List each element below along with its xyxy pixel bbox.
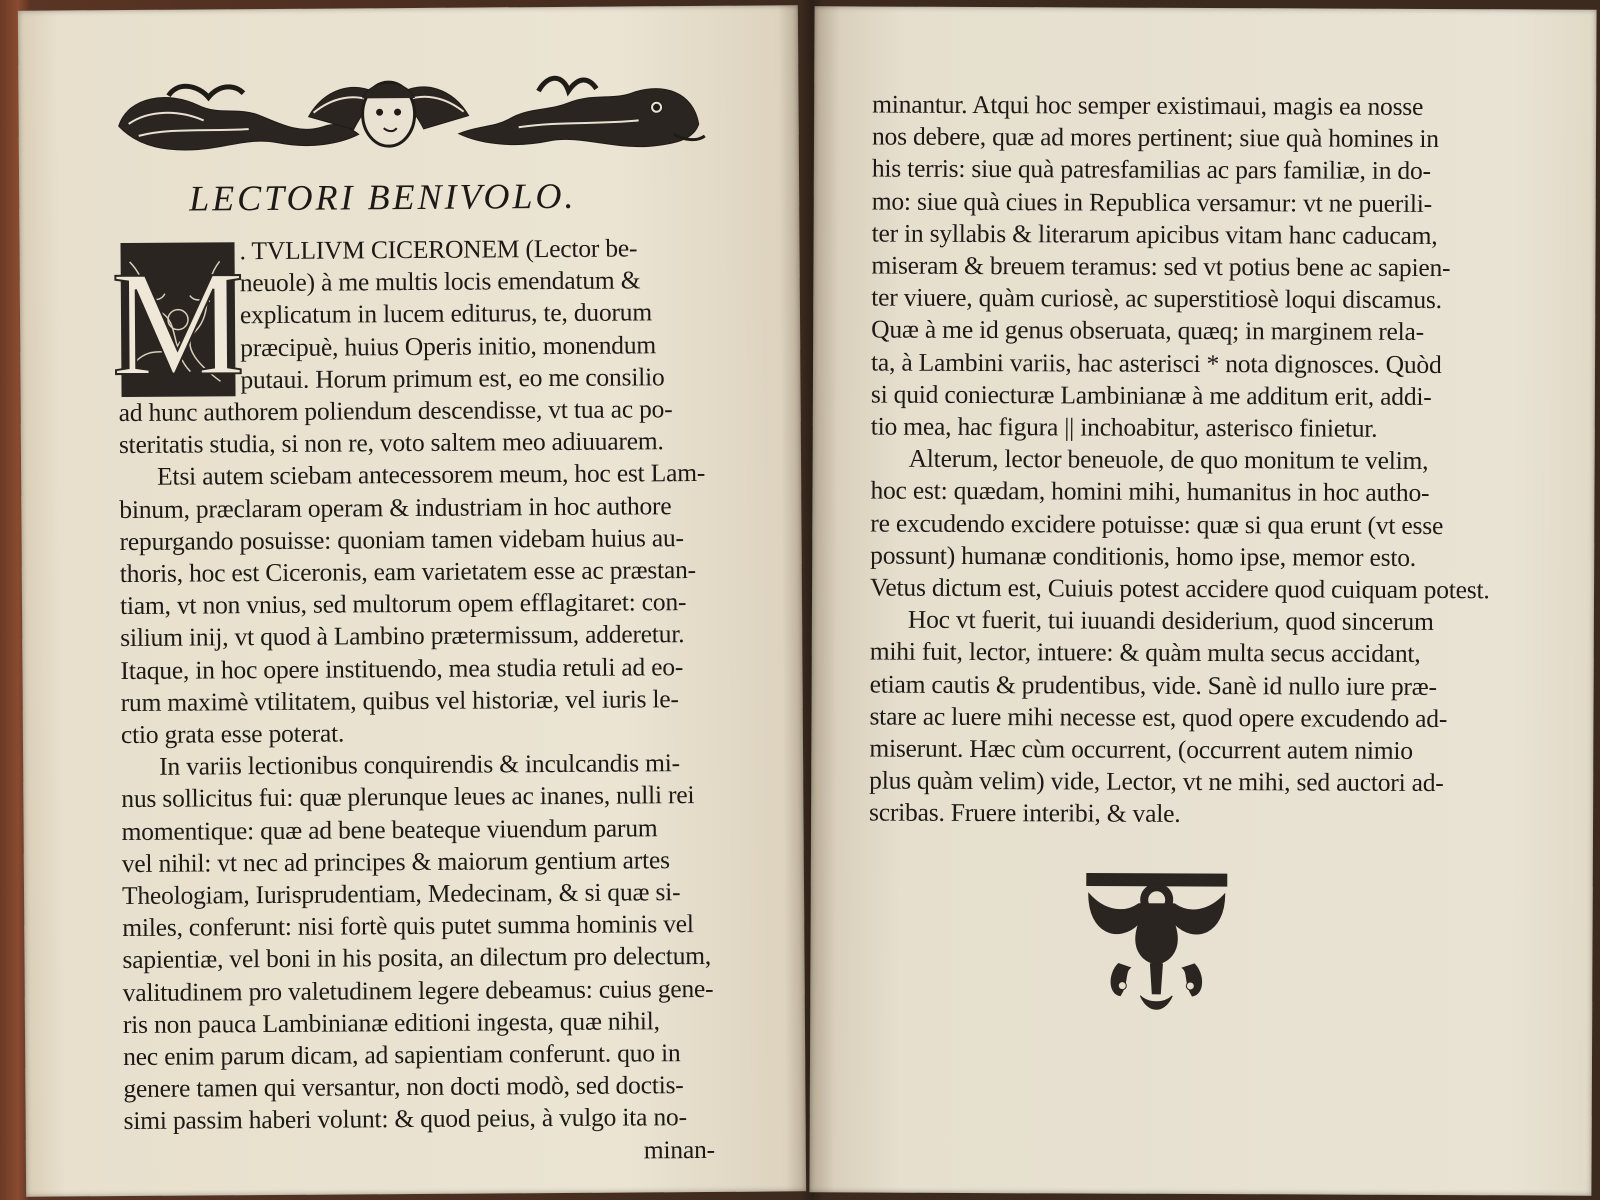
left-page-text — [117, 232, 715, 1170]
left-page-line: nus sollicitus fui: quæ plerunque leues ac inanes, nulli rei — [121, 780, 695, 814]
right-page — [809, 6, 1596, 1195]
left-page-line: sapientiæ, vel boni in his posita, an dilectum pro delectum, — [122, 941, 712, 975]
left-page-line: rum maximè vtilitatem, quibus vel historiæ, vel iuris le- — [120, 683, 679, 717]
woodcut-headpiece-ornament — [108, 62, 709, 162]
right-page-line: nos debere, quæ ad mores pertinent; siue quà homines in — [871, 121, 1439, 154]
dropcap-letter: M — [110, 240, 246, 408]
woodcut-tailpiece-ornament — [1078, 863, 1235, 1016]
right-page-line: miseram & breuem teramus: sed vt potius bene ac sapien- — [871, 250, 1451, 283]
left-page-line: momentique: quæ ad bene beateque viuendum parum — [121, 812, 658, 846]
left-page-line: steritatis studia, si non re, voto saltem meo adiuuarem. — [118, 426, 664, 460]
left-page-line: tiam, vt non vnius, sed multorum opem efflagitaret: con- — [119, 587, 687, 621]
right-page-line: ter in syllabis & literarum apicibus vitam hanc caducam, — [871, 218, 1438, 250]
right-page-line: tio mea, hac figura || inchoabitur, asterisco finietur. — [870, 411, 1378, 443]
left-page-line: ris non pauca Lambinianæ editioni ingesta, quæ nihil, — [122, 1006, 660, 1039]
left-page-line: Theologiam, Iurisprudentiam, Medecinam, & si quæ si- — [121, 877, 681, 911]
left-page-line: præcipuè, huius Operis initio, monendum — [240, 329, 657, 362]
page-title: LECTORI BENIVOLO. — [189, 175, 577, 219]
left-page-line: vel nihil: vt nec ad principes & maiorum gentium artes — [121, 845, 670, 878]
left-page-line: miles, conferunt: nisi fortè quis putet summa hominis vel — [122, 909, 694, 943]
right-page-line: re excudendo excidere potuisse: quæ si qua erunt (vt esse — [870, 508, 1444, 540]
left-page-line: thoris, hoc est Ciceronis, eam varietatem esse ac præstan- — [119, 555, 697, 589]
right-page-line: etiam cautis & prudentibus, vide. Sanè id nullo iure præ- — [869, 669, 1437, 701]
left-page-line: Itaque, in hoc opere instituendo, mea studia retuli ad eo- — [120, 651, 684, 685]
left-page-line: repurgando posuisse: quoniam tamen videbam huius au- — [119, 522, 684, 556]
right-page-line: Vetus dictum est, Cuiuis potest accidere quod cuiquam potest. — [869, 572, 1490, 605]
left-page-line: In variis lectionibus conquirendis & inculcandis mi- — [159, 748, 680, 782]
left-page-line: . TVLLIVM CICERONEM (Lector be- — [239, 233, 638, 266]
right-page-line: Hoc vt fuerit, tui iuuandi desiderium, quod sincerum — [907, 604, 1434, 637]
left-page-line: ad hunc authorem poliendum descendisse, vt tua ac po- — [118, 394, 673, 428]
right-page-line: his terris: siue quà patresfamilias ac pars familiæ, in do- — [871, 153, 1431, 186]
right-page-line: ter viuere, quàm curiosè, ac superstitiosè loqui discamus. — [871, 282, 1442, 315]
left-page-line: simi passim haberi volunt: & quod peius, à vulgo ita no- — [123, 1102, 687, 1136]
left-page-line: nec enim parum dicam, ad sapientiam conferunt. quo in — [123, 1038, 681, 1072]
right-page-line: Quæ à me id genus obseruata, quæq; in marginem rela- — [871, 314, 1425, 347]
right-page-line: si quid coniecturæ Lambinianæ à me additum erit, addi- — [870, 379, 1432, 411]
right-page-line: mihi fuit, lector, intuere: & quàm multa secus accidant, — [869, 636, 1421, 669]
right-page-line: hoc est: quædam, homini mihi, humanitus in hoc autho- — [870, 475, 1430, 508]
right-page-line: stare ac luere mihi necesse est, quod opere excudendo ad- — [869, 701, 1448, 733]
left-page-line: valitudinem pro valetudinem legere debeamus: cuius gene- — [122, 973, 714, 1007]
left-page-line: putaui. Horum primum est, eo me consilio — [240, 362, 665, 395]
right-page-line: Alterum, lector beneuole, de quo monitum te velim, — [908, 443, 1429, 476]
right-page-line: plus quàm velim) vide, Lector, vt ne mihi, sed auctori ad- — [869, 765, 1444, 798]
right-page-line: miserunt. Hæc cùm occurrent, (occurrent autem nimio — [869, 733, 1413, 765]
left-page — [18, 5, 806, 1196]
right-page-text — [869, 89, 1492, 832]
left-page-line: Etsi autem sciebam antecessorem meum, hoc est Lam- — [157, 458, 706, 492]
right-page-line: minantur. Atqui hoc semper existimaui, magis ea nosse — [872, 89, 1424, 121]
left-page-line: minan- — [643, 1134, 715, 1165]
left-page-line: silium inij, vt quod à Lambino prætermissum, adderetur. — [120, 619, 685, 653]
left-page-line: explicatum in lucem editurus, te, duorum — [239, 297, 653, 330]
left-page-line: binum, præclaram operam & industriam in hoc authore — [119, 490, 672, 524]
right-page-line: scribas. Fruere interibi, & vale. — [869, 798, 1181, 829]
left-page-line: ctio grata esse poterat. — [120, 718, 345, 750]
left-page-line: neuole) à me multis locis emendatum & — [239, 265, 641, 298]
right-page-line: mo: siue quà ciues in Republica versamur: vt ne puerili- — [871, 186, 1433, 218]
left-page-line: genere tamen qui versantur, non docti modò, sed doctis- — [123, 1070, 684, 1104]
right-page-line: possunt) humanæ conditionis, homo ipse, memor esto. — [870, 540, 1417, 572]
right-page-line: ta, à Lambini variis, hac asterisci * nota dignosces. Quòd — [870, 347, 1442, 379]
